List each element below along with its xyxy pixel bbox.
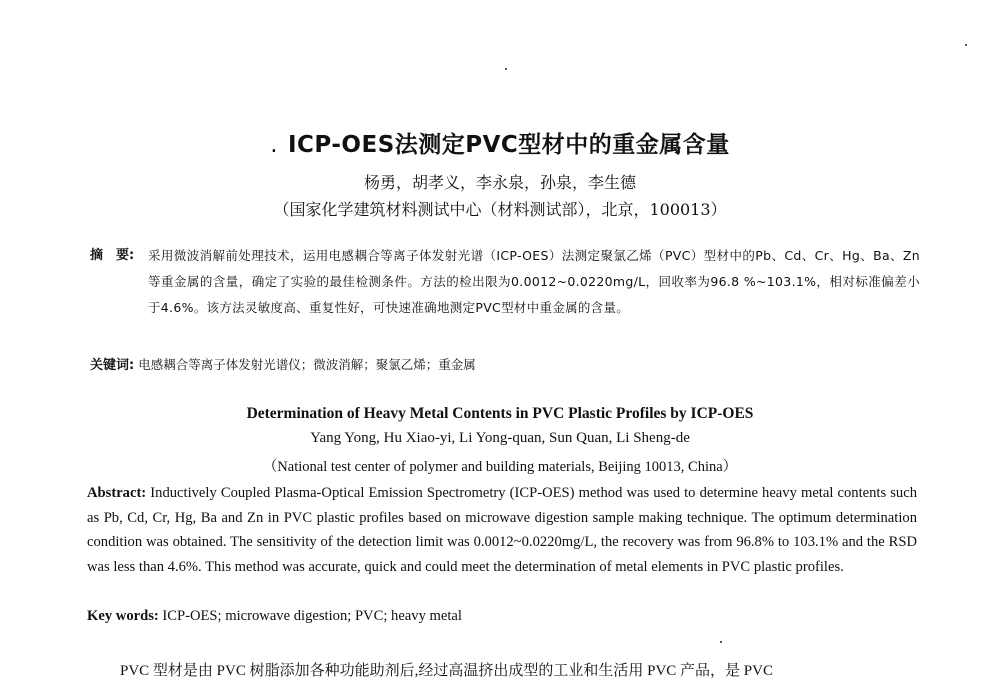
body-first-line: PVC 型材是由 PVC 树脂添加各种功能助剂后,经过高温挤出成型的工业和生活用 PVC 产品，是 PVC bbox=[120, 663, 773, 679]
english-keywords-label: Key words: bbox=[87, 608, 159, 624]
scan-speck bbox=[720, 641, 722, 643]
english-title: Determination of Heavy Metal Contents in PVC Plastic Profiles by ICP-OES bbox=[246, 405, 754, 422]
english-abstract-text: Inductively Coupled Plasma-Optical Emission Spectrometry (ICP-OES) method was used to determine heavy metal contents such as Pb, Cd, Cr, Hg, Ba and Zn in PVC plastic profiles based on microwave digestion sample making technique. The optimum determination condition was obtained. The sensitivity of the detection limit was 0.0012~0.0220mg/L, the recovery was from 96.8% to 103.1% and the RSD was less than 4.6%. This method was accurate, quick and could meet the determination of metal elements in PVC plastic profiles. bbox=[87, 485, 917, 575]
chinese-affiliation: （国家化学建筑材料测试中心（材料测试部），北京，100013） bbox=[273, 200, 727, 219]
chinese-abstract-text: 采用微波消解前处理技术，运用电感耦合等离子体发射光谱（ICP-OES）法测定聚氯乙烯（PVC）型材中的Pb、Cd、Cr、Hg、Ba、Zn等重金属的含量，确定了实验的最佳检测条件。方法的检出限为0.0012~0.0220mg/L，回收率为96.8 %~103.1%，相对标准偏差小于4.6%。该方法灵敏度高、重复性好，可快速准确地测定PVC型材中重金属的含量。 bbox=[148, 248, 920, 315]
chinese-authors: 杨勇，胡孝义，李永泉，孙泉，李生德 bbox=[363, 173, 636, 192]
english-affiliation: （National test center of polymer and building materials, Beijing 10013, China） bbox=[262, 459, 738, 475]
chinese-keywords bbox=[90, 355, 920, 376]
english-abstract-label: Abstract: bbox=[87, 485, 147, 501]
scan-speck bbox=[505, 68, 507, 70]
english-keywords bbox=[87, 608, 917, 625]
english-authors: Yang Yong, Hu Xiao-yi, Li Yong-quan, Sun Quan, Li Sheng-de bbox=[310, 430, 690, 446]
chinese-keywords-text: 电感耦合等离子体发射光谱仪；微波消解；聚氯乙烯；重金属 bbox=[138, 357, 476, 372]
chinese-abstract bbox=[90, 243, 920, 321]
english-keywords-text: ICP-OES; microwave digestion; PVC; heavy metal bbox=[162, 608, 462, 624]
title-mark: . bbox=[270, 132, 278, 158]
chinese-title bbox=[0, 126, 1000, 159]
chinese-title-text: ICP-OES法测定PVC型材中的重金属含量 bbox=[288, 132, 730, 158]
chinese-keywords-label: 关键词: bbox=[90, 358, 135, 373]
scan-speck bbox=[965, 44, 967, 46]
chinese-abstract-label: 摘 要: bbox=[90, 248, 135, 263]
english-abstract bbox=[87, 481, 917, 579]
